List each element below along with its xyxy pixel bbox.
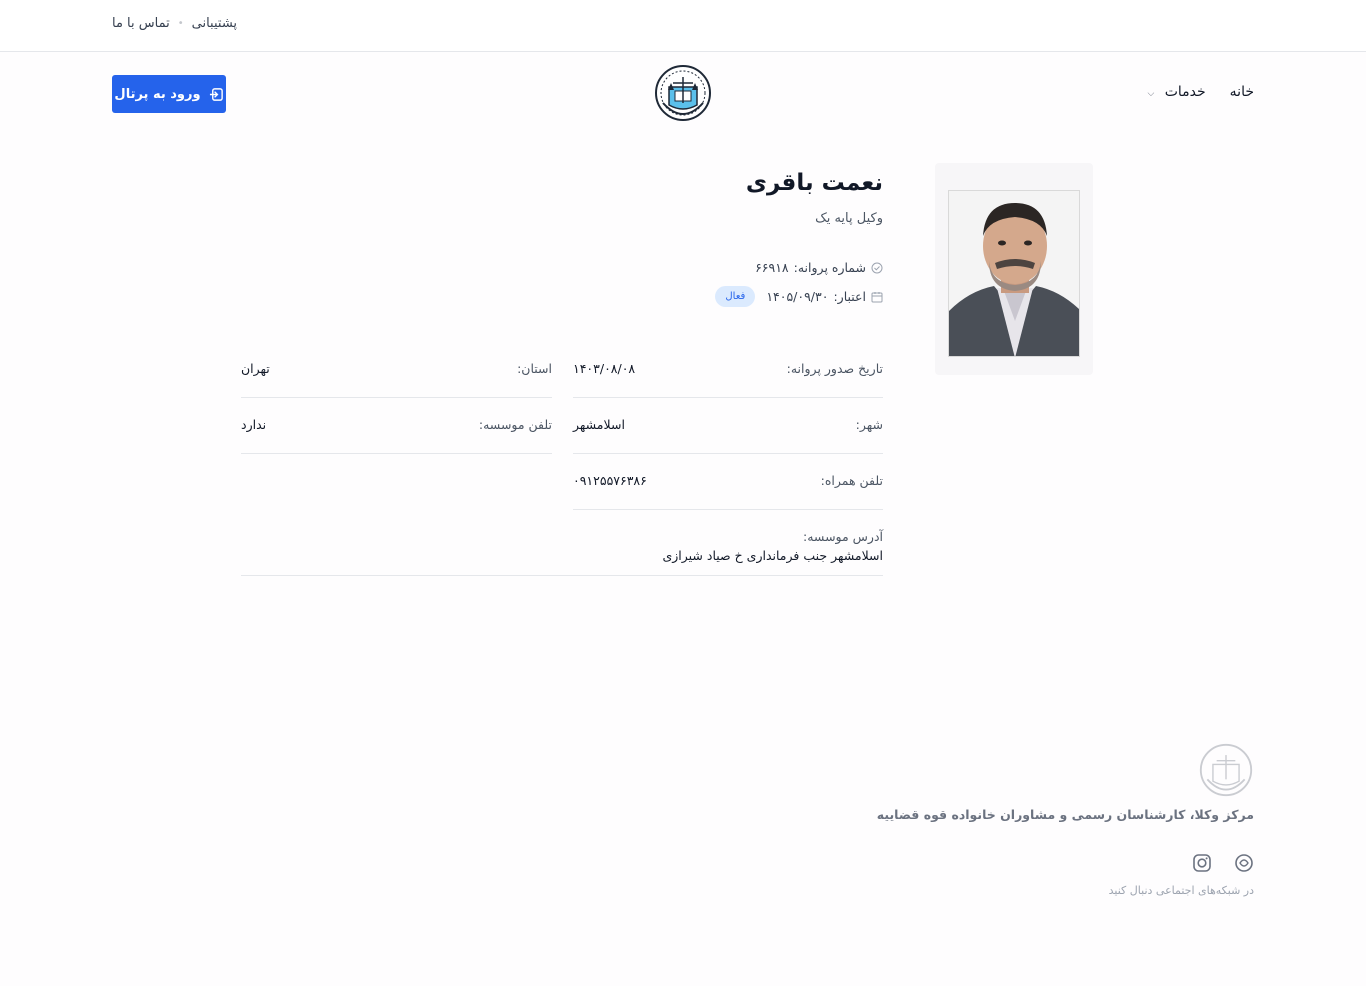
issue-date-value: ۱۴۰۳/۰۸/۰۸: [573, 361, 636, 376]
top-bar: [0, 0, 1366, 52]
chevron-down-icon: ⌵: [1147, 89, 1155, 99]
nav-menu: [1147, 84, 1254, 100]
check-circle-icon: [871, 262, 883, 274]
logo-emblem[interactable]: [653, 63, 713, 123]
institute-phone-label: تلفن موسسه:: [478, 417, 552, 432]
institute-phone-value: ندارد: [241, 417, 267, 432]
main-navbar: [0, 52, 1366, 136]
license-number-label: شماره پروانه:: [793, 260, 866, 275]
province-label: استان:: [517, 361, 552, 376]
social-follow-note: در شبکه‌های اجتماعی دنبال کنید: [1108, 884, 1254, 897]
city-field: [573, 410, 883, 454]
lawyer-name: نعمت باقری: [745, 170, 883, 196]
institute-phone-field: [241, 410, 552, 454]
lawyer-photo-frame: [935, 163, 1093, 375]
portal-login-button[interactable]: [112, 75, 226, 113]
top-links: [112, 16, 237, 31]
province-value: تهران: [241, 361, 270, 376]
city-value: اسلامشهر: [573, 417, 625, 432]
instagram-icon[interactable]: [1192, 853, 1212, 873]
contact-link[interactable]: تماس با ما: [112, 16, 170, 31]
social-links: [1192, 853, 1254, 873]
city-label: شهر:: [855, 417, 883, 432]
portal-login-label: ورود به پرتال: [114, 86, 201, 102]
nav-home[interactable]: خانه: [1229, 84, 1254, 100]
footer-org-name: مرکز وکلا، کارشناسان رسمی و مشاوران خانواده قوه قضاییه: [876, 807, 1254, 822]
calendar-icon: [871, 291, 883, 303]
support-link[interactable]: پشتیبانی: [191, 16, 238, 31]
mobile-label: تلفن همراه:: [820, 473, 883, 488]
separator-dot: •: [177, 18, 184, 29]
address-value: اسلامشهر جنب فرمانداری خ صیاد شیرازی: [662, 548, 883, 563]
issue-date-label: تاریخ صدور پروانه:: [786, 361, 883, 376]
license-number-value: ۶۶۹۱۸: [755, 260, 789, 275]
mobile-value[interactable]: ۰۹۱۲۵۵۷۶۳۸۶: [573, 473, 647, 488]
status-badge: فعال: [715, 286, 755, 307]
validity-row: [715, 286, 883, 307]
lawyer-title: وکیل پایه یک: [815, 211, 883, 226]
lawyer-photo: [948, 190, 1080, 357]
mobile-field: [573, 466, 883, 510]
province-field: [241, 354, 552, 398]
nav-services[interactable]: [1147, 84, 1205, 100]
login-icon: [209, 87, 224, 102]
license-number-row: [755, 260, 883, 275]
validity-value: ۱۴۰۵/۰۹/۳۰: [766, 289, 829, 304]
address-label: آدرس موسسه:: [803, 529, 883, 544]
eitaa-icon[interactable]: [1234, 853, 1254, 873]
address-field: [241, 529, 883, 576]
nav-services-label: خدمات: [1164, 84, 1206, 100]
validity-label: اعتبار:: [833, 289, 866, 304]
issue-date-field: [573, 354, 883, 398]
footer-logo-emblem: [1198, 742, 1254, 798]
